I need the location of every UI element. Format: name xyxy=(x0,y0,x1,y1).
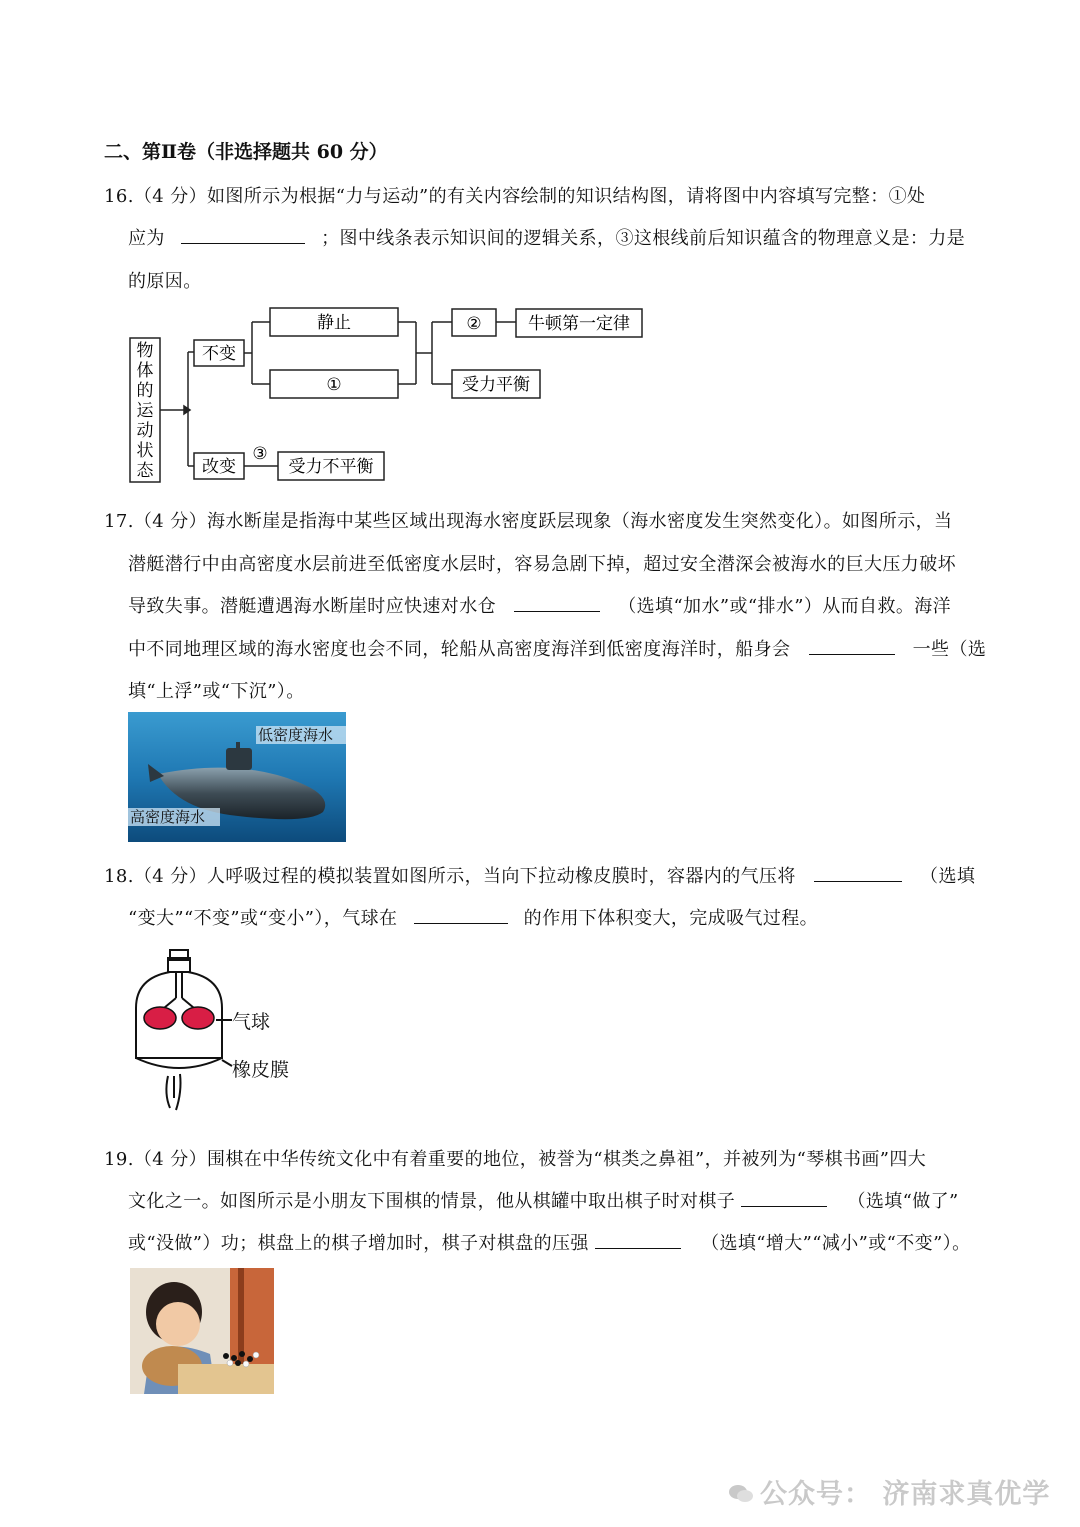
low-density-label: 低密度海水 xyxy=(258,726,334,744)
q19-line-2-rest: （选填“做了” xyxy=(847,1191,959,1212)
state-char-4: 运 xyxy=(136,401,154,421)
q19-line-3 xyxy=(128,1229,970,1255)
left-balloon xyxy=(144,1007,176,1029)
q19-line-3-text: 或“没做”）功；棋盘上的棋子增加时，棋子对棋盘的压强 xyxy=(128,1233,589,1254)
state-char-5: 动 xyxy=(136,421,154,441)
q18-line-2 xyxy=(128,904,818,930)
watermark xyxy=(728,1472,1050,1511)
membrane-label: 橡皮膜 xyxy=(232,1059,290,1081)
q19-line-2 xyxy=(128,1187,959,1213)
state-char-2: 体 xyxy=(136,361,154,381)
breathing-apparatus-image xyxy=(128,948,318,1118)
q17-line-5: 填“上浮”或“下沉”）。 xyxy=(128,681,305,702)
unbalanced-label: 受力不平衡 xyxy=(288,457,374,477)
high-density-label: 高密度海水 xyxy=(130,808,206,826)
watermark-text: 公众号： 济南求真优学 xyxy=(760,1479,1051,1510)
q17-line-3-text: 导致失事。潜艇遭遇海水断崖时应快速对水仓 xyxy=(128,596,496,617)
q17-line-3 xyxy=(128,592,951,618)
right-balloon xyxy=(182,1007,214,1029)
go-board xyxy=(178,1364,274,1394)
q19-blank-2[interactable] xyxy=(595,1230,681,1249)
q17-line-4 xyxy=(128,635,986,661)
state-char-6: 状 xyxy=(136,441,154,461)
q17-blank-2[interactable] xyxy=(809,636,895,655)
q17-line-4-text: 中不同地理区域的海水密度也会不同，轮船从高密度海洋到低密度海洋时，船身会 xyxy=(128,639,791,660)
submarine-sail xyxy=(226,748,252,770)
balloon-label: 气球 xyxy=(232,1011,271,1033)
q19-line-2-text: 文化之一。如图所示是小朋友下围棋的情景，他从棋罐中取出棋子时对棋子 xyxy=(128,1191,736,1212)
q19-line-3-rest: （选填“增大”“减小”或“不变”）。 xyxy=(701,1233,971,1254)
rest-label: 静止 xyxy=(317,313,351,333)
q18-line-2-rest: 的作用下体积变大，完成吸气过程。 xyxy=(523,908,819,929)
unchanged-label: 不变 xyxy=(202,344,236,364)
go-player-image xyxy=(130,1268,274,1394)
q16-blank-1[interactable] xyxy=(181,225,305,244)
q17-line-2: 潜艇潜行中由高密度水层前进至低密度水层时，容易急剧下掉，超过安全潜深会被海水的巨大压力破坏 xyxy=(128,554,956,575)
submarine-image xyxy=(128,712,346,842)
q17-line-4-rest: 一些（选 xyxy=(912,639,987,660)
circle3-label: ③ xyxy=(252,444,268,464)
q18-line-1-rest: （选填 xyxy=(920,866,976,887)
q17-blank-1[interactable] xyxy=(514,593,600,612)
changed-label: 改变 xyxy=(202,457,236,477)
q19-line-1: 19.（4 分）围棋在中华传统文化中有着重要的地位，被誉为“棋类之鼻祖”，并被列为“琴棋书画”四大 xyxy=(104,1149,927,1170)
q18-line-1 xyxy=(104,862,975,888)
knowledge-structure-diagram xyxy=(120,300,660,490)
wechat-icon xyxy=(728,1483,754,1505)
newton-label: 牛顿第一定律 xyxy=(528,314,630,334)
q16-line-2-rest: ；图中线条表示知识间的逻辑关系，③这根线前后知识蕴含的物理意义是：力是 xyxy=(321,228,966,249)
circle1-label: ① xyxy=(326,375,342,395)
q18-line-1-text: 18.（4 分）人呼吸过程的模拟装置如图所示，当向下拉动橡皮膜时，容器内的气压将 xyxy=(104,866,796,887)
q17-line-1: 17.（4 分）海水断崖是指海中某些区域出现海水密度跃层现象（海水密度发生突然变化）。如图所示，当 xyxy=(104,511,953,532)
q16-line-2-text: 应为 xyxy=(128,228,165,249)
child-face xyxy=(156,1302,200,1346)
state-char-7: 态 xyxy=(136,461,154,481)
q18-line-2-text: “变大”“不变”或“变小”），气球在 xyxy=(128,908,398,929)
state-char-3: 的 xyxy=(136,381,154,401)
state-char-1: 物 xyxy=(136,341,154,361)
q18-blank-2[interactable] xyxy=(414,905,508,924)
balanced-label: 受力平衡 xyxy=(462,375,530,395)
circle2-label: ② xyxy=(466,314,482,334)
q16-line-3: 的原因。 xyxy=(128,271,202,292)
q16-line-2 xyxy=(128,224,965,250)
q19-blank-1[interactable] xyxy=(741,1188,827,1207)
q17-line-3-rest: （选填“加水”或“排水”）从而自救。海洋 xyxy=(618,596,952,617)
section-title: 二、第Ⅱ卷（非选择题共 60 分） xyxy=(104,141,388,163)
q16-line-1: 16.（4 分）如图所示为根据“力与运动”的有关内容绘制的知识结构图，请将图中内容填写完整：①处 xyxy=(104,186,926,207)
q18-blank-1[interactable] xyxy=(814,863,902,882)
